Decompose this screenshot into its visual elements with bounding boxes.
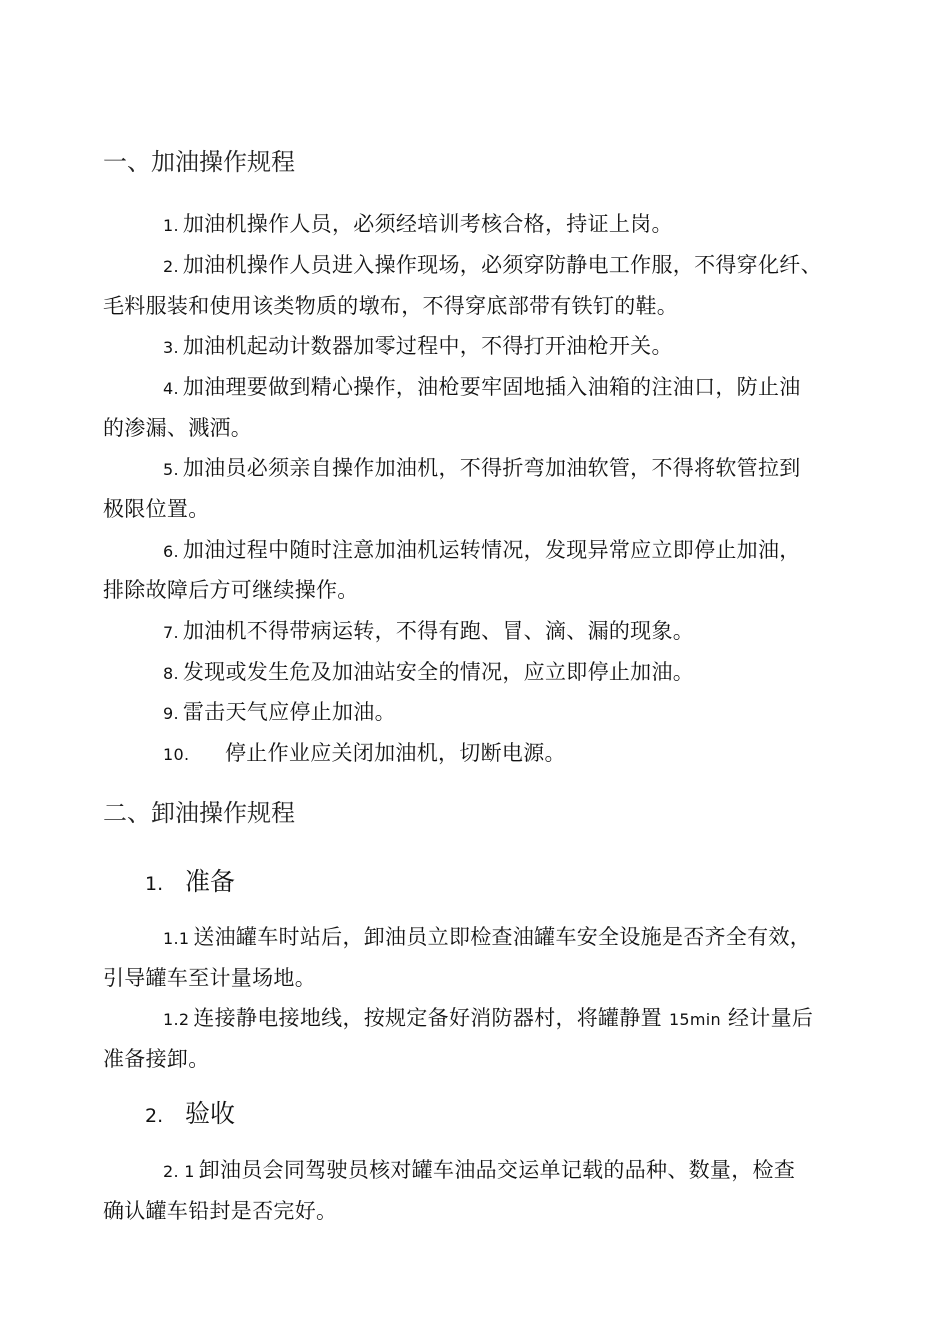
list-item: 2. 加油机操作人员进入操作现场，必须穿防静电工作服，不得穿化纤、	[163, 253, 822, 277]
list-item-continuation: 极限位置。	[103, 497, 210, 521]
paragraph: 2. 1 卸油员会同驾驶员核对罐车油品交运单记载的品种、数量，检查	[163, 1158, 796, 1182]
list-item: 10. 停止作业应关闭加油机，切断电源。	[163, 741, 566, 765]
paragraph-continuation: 确认罐车铅封是否完好。	[103, 1199, 338, 1223]
list-item: 3. 加油机起动计数器加零过程中，不得打开油枪开关。	[163, 334, 673, 358]
list-item-continuation: 排除故障后方可继续操作。	[103, 578, 359, 602]
section-heading-unloading: 二、卸油操作规程	[103, 799, 295, 827]
paragraph-continuation: 准备接卸。	[103, 1047, 210, 1071]
list-item-continuation: 毛料服装和使用该类物质的墩布，不得穿底部带有铁钉的鞋。	[103, 294, 679, 318]
subsection-heading-acceptance: 2. 验收	[145, 1099, 236, 1128]
list-item: 4. 加油理要做到精心操作，油枪要牢固地插入油箱的注油口，防止油	[163, 375, 801, 399]
paragraph: 1.1 送油罐车时站后，卸油员立即检查油罐车安全设施是否齐全有效，	[163, 925, 812, 949]
section-heading-refueling: 一、加油操作规程	[103, 148, 295, 176]
list-item: 1. 加油机操作人员，必须经培训考核合格，持证上岗。	[163, 212, 673, 236]
list-item: 8. 发现或发生危及加油站安全的情况，应立即停止加油。	[163, 660, 695, 684]
list-item: 9. 雷击天气应停止加油。	[163, 700, 396, 724]
paragraph-continuation: 引导罐车至计量场地。	[103, 966, 316, 990]
list-item-continuation: 的渗漏、溅洒。	[103, 416, 253, 440]
list-item: 6. 加油过程中随时注意加油机运转情况，发现异常应立即停止加油，	[163, 538, 801, 562]
subsection-heading-prepare: 1. 准备	[145, 867, 236, 896]
list-item: 7. 加油机不得带病运转，不得有跑、冒、滴、漏的现象。	[163, 619, 695, 643]
paragraph: 1.2 连接静电接地线，按规定备好消防器村，将罐静置 15min 经计量后	[163, 1006, 814, 1030]
list-item: 5. 加油员必须亲自操作加油机，不得折弯加油软管，不得将软管拉到	[163, 456, 801, 480]
